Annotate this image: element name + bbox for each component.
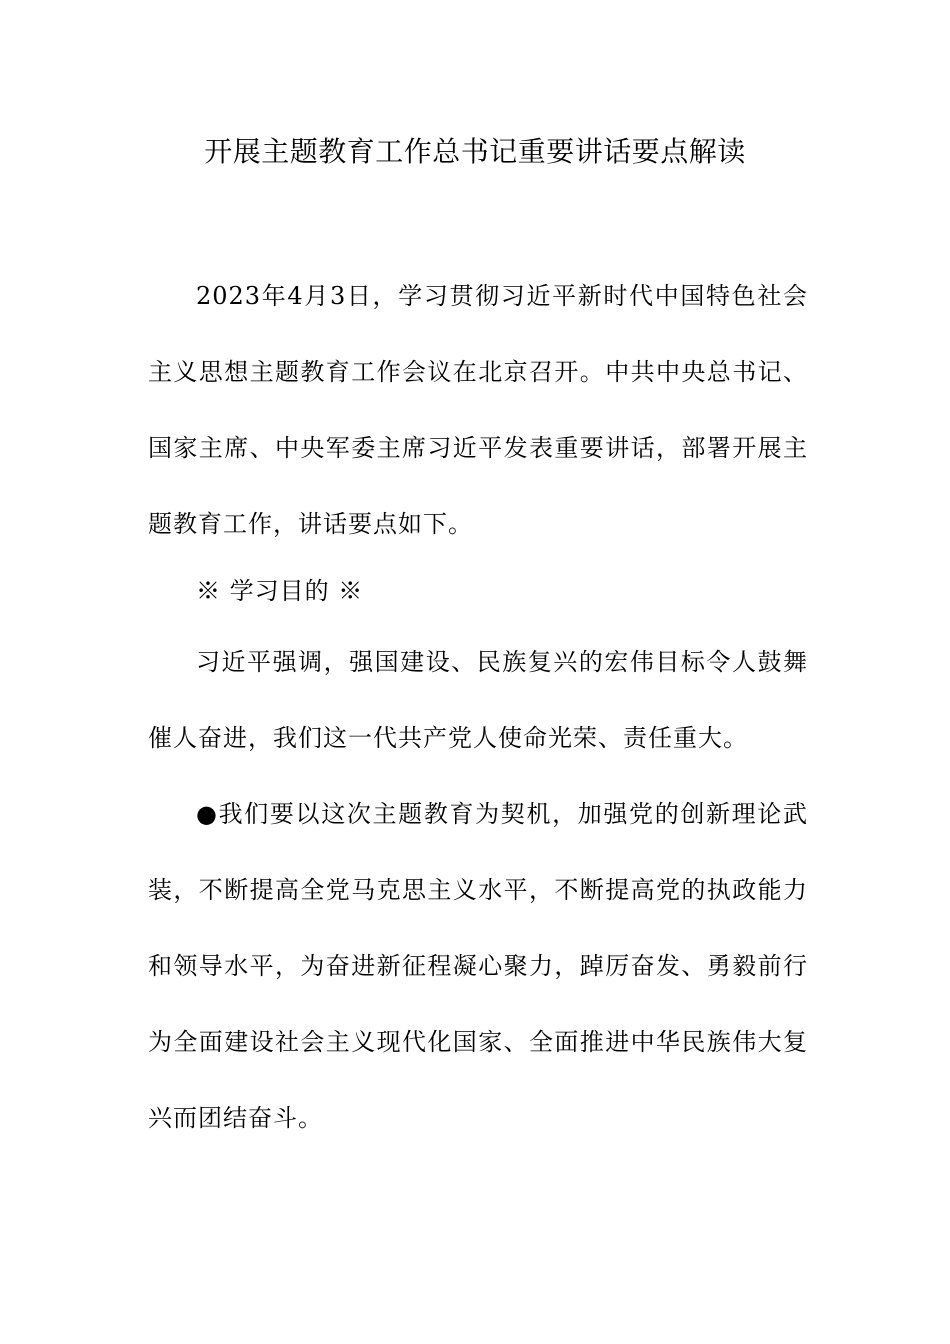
- paragraph-goal: 习近平强调，强国建设、民族复兴的宏伟目标令人鼓舞催人奋进，我们这一代共产党人使命光荣、责任重大。: [148, 648, 808, 752]
- document-body: [148, 258, 808, 1156]
- document-title: 开展主题教育工作总书记重要讲话要点解读: [204, 135, 746, 168]
- section-heading: ※ 学习目的 ※: [196, 577, 364, 605]
- intro-paragraph: 2023年4月3日，学习贯彻习近平新时代中国特色社会主义思想主题教育工作会议在北京召开。中共中央总书记、国家主席、中央军委主席习近平发表重要讲话，部署开展主题教育工作，讲话要点如下。: [148, 282, 808, 538]
- paragraph-bullet: ●我们要以这次主题教育为契机，加强党的创新理论武装，不断提高全党马克思主义水平，不断提高党的执政能力和领导水平，为奋进新征程凝心聚力，踔厉奋发、勇毅前行为全面建设社会主义现代化国家、全面推进中华民族伟大复兴而团结奋斗。: [148, 800, 808, 1132]
